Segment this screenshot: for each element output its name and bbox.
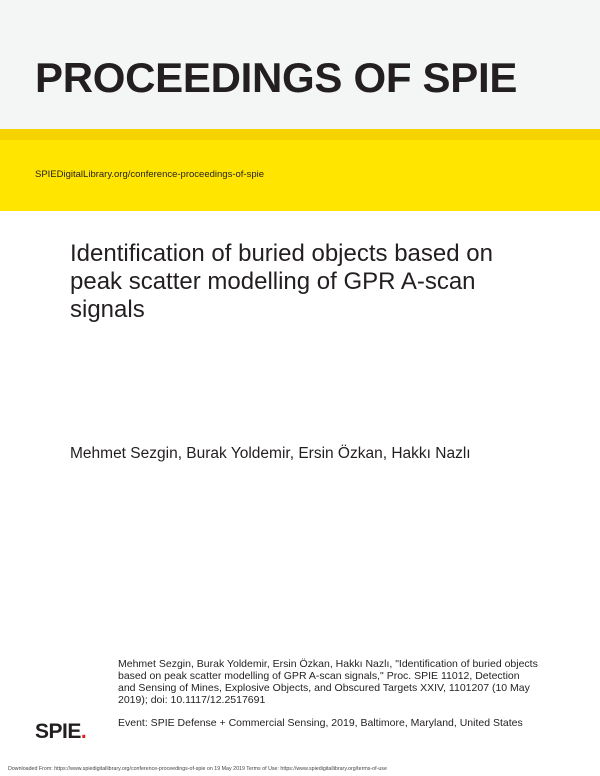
citation-text: Mehmet Sezgin, Burak Yoldemir, Ersin Özkan, Hakkı Nazlı, "Identification of buried objects based on peak scatter modelling of GPR A-scan signals," Proc. SPIE 11012, Detection and Sensing of Mines, Explosive Objects, and Obscured Targets XXIV, 1101207 (10 May 2019); doi: 10.1117/12.2517691 — [118, 658, 538, 706]
yellow-rule — [0, 129, 600, 140]
author-list: Mehmet Sezgin, Burak Yoldemir, Ersin Özkan, Hakkı Nazlı — [70, 445, 471, 462]
masthead-title: PROCEEDINGS OF SPIE — [35, 54, 518, 101]
spie-logo-text: SPIE — [35, 720, 81, 743]
event-text: Event: SPIE Defense + Commercial Sensing, 2019, Baltimore, Maryland, United States — [118, 717, 523, 729]
download-footer: Downloaded From: https://www.spiedigitallibrary.org/conference-proceedings-of-spie on 19 May 2019 Terms of Use: https://www.spiedigitallibrary.org/terms-of-use — [8, 766, 387, 772]
spie-logo — [35, 720, 86, 744]
spie-logo-dot: . — [80, 720, 87, 743]
digital-library-link[interactable]: SPIEDigitalLibrary.org/conference-proceedings-of-spie — [35, 169, 264, 180]
paper-title: Identification of buried objects based on peak scatter modelling of GPR A-scan signals — [70, 240, 493, 323]
journal-header — [0, 0, 600, 129]
